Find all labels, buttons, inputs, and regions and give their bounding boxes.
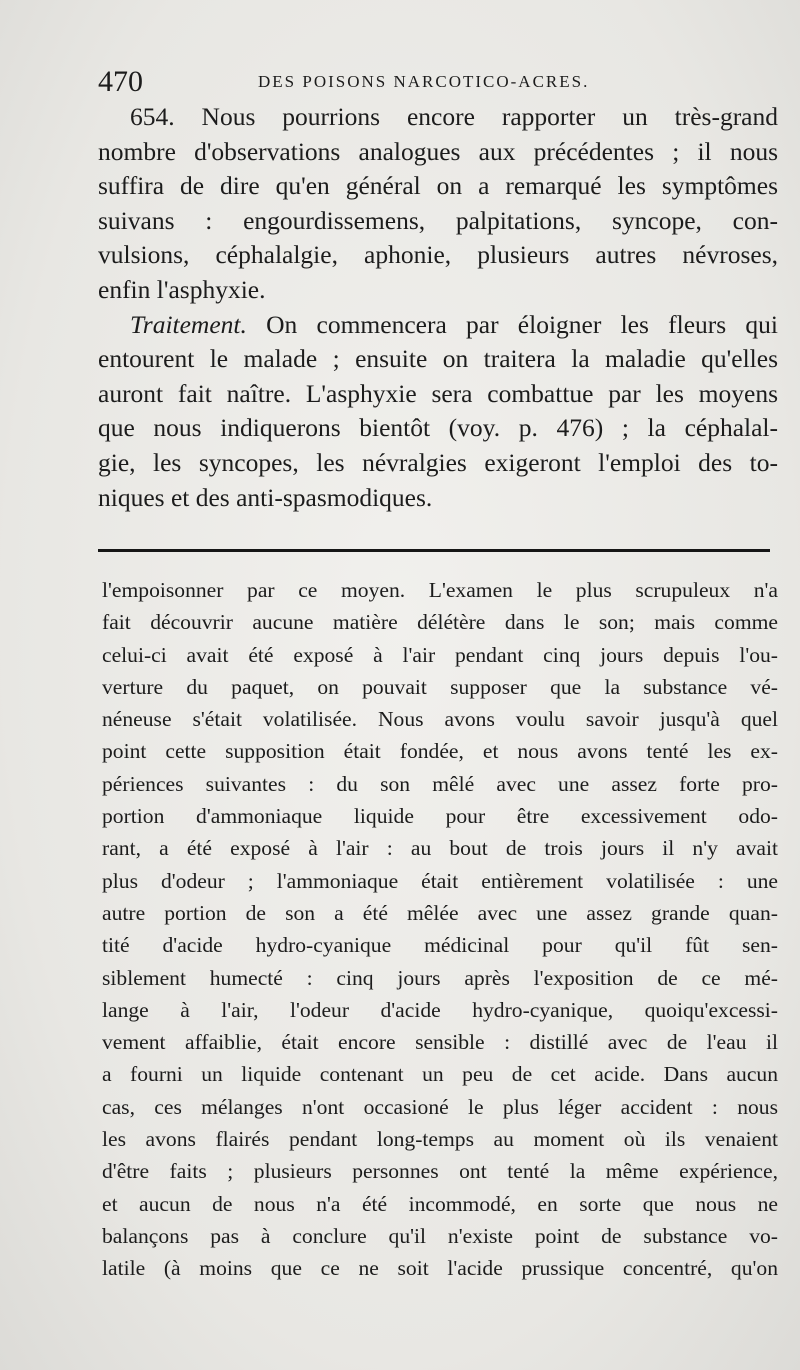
footnote-line: périences suivantes : du son mêlé avec une assez forte pro- <box>102 771 778 796</box>
footnote-line: tité d'acide hydro-cyanique médicinal pour qu'il fût sen- <box>102 933 778 958</box>
footnote-line: celui-ci avait été exposé à l'air pendant cinq jours depuis l'ou- <box>102 642 778 667</box>
footnote-line: cas, ces mélanges n'ont occasioné le plus léger accident : nous <box>102 1094 778 1119</box>
text-line: gie, les syncopes, les névralgies exigeront l'emploi des to- <box>98 447 778 477</box>
footnote-line: rant, a été exposé à l'air : au bout de trois jours il n'y avait <box>102 836 778 861</box>
footnote-line: verture du paquet, on pouvait supposer que la substance vé- <box>102 674 778 699</box>
text-line: 654. Nous pourrions encore rapporter un très-grand <box>130 102 778 131</box>
main-text <box>98 100 778 515</box>
paragraph-654 <box>98 100 778 308</box>
running-title: DES POISONS NARCOTICO-ACRES. <box>258 72 590 91</box>
page-header <box>98 62 778 102</box>
footnote-line: et aucun de nous n'a été incommodé, en sorte que nous ne <box>102 1191 778 1216</box>
footnote-line: a fourni un liquide contenant un peu de cet acide. Dans aucun <box>102 1062 778 1087</box>
text-line: auront fait naître. L'asphyxie sera combattue par les moyens <box>98 378 778 408</box>
footnote-separator-rule <box>98 549 770 552</box>
paragraph-traitement <box>98 308 778 516</box>
footnote-line: siblement humecté : cinq jours après l'exposition de ce mé- <box>102 965 778 990</box>
footnote-line: balançons pas à conclure qu'il n'existe point de substance vo- <box>102 1223 778 1248</box>
text-line: que nous indiquerons bientôt (voy. p. 476) ; la céphalal- <box>98 413 778 443</box>
footnote-line: point cette supposition était fondée, et nous avons tenté les ex- <box>102 739 778 764</box>
text-line-first <box>98 308 778 343</box>
text-line: entourent le malade ; ensuite on traitera la maladie qu'elles <box>98 344 778 374</box>
text-line: niques et des anti-spasmodiques. <box>98 482 433 512</box>
footnote-line: autre portion de son a été mêlée avec une assez grande quan- <box>102 900 778 925</box>
traitement-label: Traitement. <box>130 309 247 339</box>
text-line-remainder: On commencera par éloigner les fleurs qui <box>246 309 778 339</box>
footnote-line: néneuse s'était volatilisée. Nous avons voulu savoir jusqu'à quel <box>102 707 778 732</box>
footnote-line: latile (à moins que ce ne soit l'acide prussique concentré, qu'on <box>102 1256 778 1281</box>
text-line: suffira de dire qu'en général on a remarqué les symptômes <box>98 171 778 201</box>
footnote-line: fait découvrir aucune matière délétère dans le son; mais comme <box>102 610 778 635</box>
footnote-line: portion d'ammoniaque liquide pour être excessivement odo- <box>102 804 778 829</box>
text-line: vulsions, céphalalgie, aphonie, plusieurs autres névroses, <box>98 240 778 270</box>
footnote-line: vement affaiblie, était encore sensible : distillé avec de l'eau il <box>102 1030 778 1055</box>
text-line: suivans : engourdissemens, palpitations, syncope, con- <box>98 205 778 235</box>
footnote-line: l'empoisonner par ce moyen. L'examen le plus scrupuleux n'a <box>102 578 778 602</box>
footnote-line: lange à l'air, l'odeur d'acide hydro-cyanique, quoiqu'excessi- <box>102 997 778 1022</box>
page-number: 470 <box>98 65 143 98</box>
text-line: enfin l'asphyxie. <box>98 274 266 304</box>
footnote-line: d'être faits ; plusieurs personnes ont tenté la même expérience, <box>102 1159 778 1184</box>
footnote-line: les avons flairés pendant long-temps au moment où ils venaient <box>102 1127 778 1152</box>
text-line: nombre d'observations analogues aux précédentes ; il nous <box>98 136 778 166</box>
footnote <box>102 574 778 1285</box>
footnote-line: plus d'odeur ; l'ammoniaque était entièrement volatilisée : une <box>102 868 778 893</box>
